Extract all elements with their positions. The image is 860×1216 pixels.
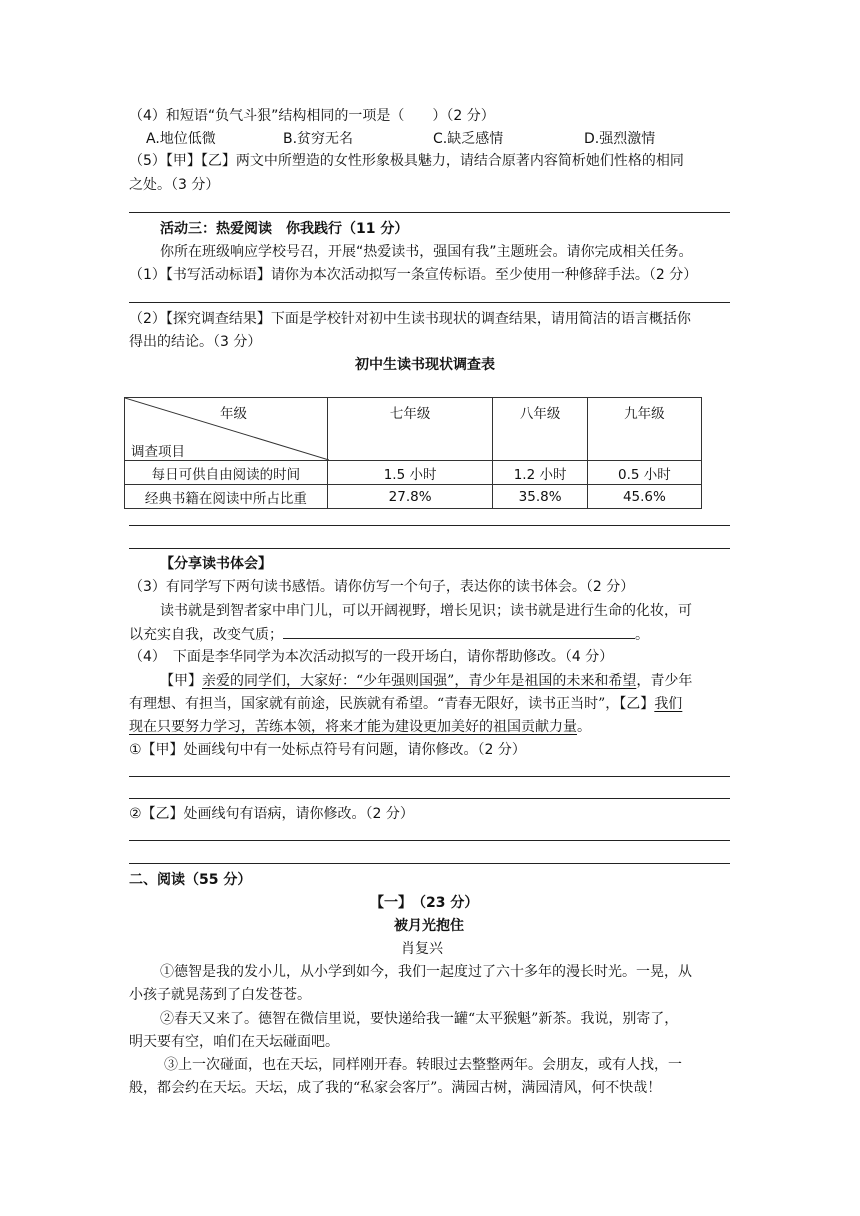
activity3-q1: （1）【书写活动标语】请你为本次活动拟写一条宣传标语。至少使用一种修辞手法。（2 分） — [129, 267, 698, 283]
mark-jia: 【甲】 — [160, 673, 202, 689]
option-b: B.贫穷无名 — [283, 131, 354, 147]
table-cell: 0.5 小时 — [587, 461, 701, 485]
answer-line — [129, 302, 730, 303]
column-header: 八年级 — [493, 398, 587, 461]
row-label: 经典书籍在阅读中所占比重 — [125, 485, 328, 509]
answer-line — [129, 798, 730, 799]
table-corner-header — [125, 398, 328, 461]
answer-line — [129, 840, 730, 841]
answer-line — [129, 525, 730, 526]
option-a: A.地位低微 — [146, 131, 216, 147]
question-4-text: （4）和短语“负气斗狠”结构相同的一项是（ ）（2 分） — [129, 108, 495, 124]
column-header: 七年级 — [327, 398, 493, 461]
row-label: 每日可供自由阅读的时间 — [125, 461, 328, 485]
opening-speech-line2 — [129, 694, 682, 714]
paragraph-3-line1: ③上一次碰面，也在天坛，同样刚开春。转眼过去整整两年。会朋友，或有人找，一 — [164, 1057, 682, 1073]
table-cell: 1.2 小时 — [493, 461, 587, 485]
question-5-line1: （5）【甲】【乙】两文中所塑造的女性形象极具魅力，请结合原著内容简析她们性格的相同 — [129, 153, 684, 169]
table-cell: 45.6% — [587, 485, 701, 509]
paragraph-1-line1: ①德智是我的发小儿，从小学到如今，我们一起度过了六十多年的漫长时光。一晃，从 — [160, 964, 692, 980]
underlined-sentence-yi: 现在只要努力学习，苦练本领，将来才能为建设更加美好的祖国贡献力量 — [129, 719, 577, 735]
table-row — [125, 461, 702, 485]
activity3-intro: 你所在班级响应学校号召，开展“热爱读书，强国有我”主题班会。请你完成相关任务。 — [160, 244, 693, 260]
opening-speech-line3 — [129, 717, 591, 737]
opening-speech-line1 — [160, 671, 692, 691]
paragraph-2-line2: 明天要有空，咱们在天坛碰面吧。 — [129, 1034, 339, 1050]
corner-item-label: 调查项目 — [131, 444, 185, 460]
column-header: 九年级 — [587, 398, 701, 461]
paragraph-2-line1: ②春天又来了。德智在微信里说，要快递给我一罐“太平猴魁”新茶。我说，别寄了， — [160, 1011, 679, 1027]
q3-example-text: 以充实自我，改变气质； — [129, 627, 283, 643]
table-cell: 27.8% — [327, 485, 493, 509]
q3-period: 。 — [635, 627, 649, 643]
share-q4: （4） 下面是李华同学为本次活动拟写的一段开场白，请你帮助修改。（4 分） — [129, 649, 614, 665]
table-row — [125, 485, 702, 509]
speech-text: ，青少年 — [636, 673, 693, 689]
section-heading: 二、阅读（55 分） — [129, 872, 252, 888]
q3-example-line2 — [129, 624, 649, 645]
q3-example-line1: 读书就是到智者家中串门儿，可以开阔视野，增长见识；读书就是进行生命的化妆，可 — [160, 603, 692, 619]
option-c: C.缺乏感情 — [433, 131, 504, 147]
question-5-line2: 之处。（3 分） — [129, 177, 220, 193]
activity3-q2-line2: 得出的结论。（3 分） — [129, 334, 262, 350]
share-heading: 【分享读书体会】 — [160, 556, 272, 572]
article-title: 被月光抱住 — [394, 918, 464, 934]
answer-line — [129, 212, 730, 213]
corner-grade-label: 年级 — [220, 406, 247, 422]
answer-line — [129, 776, 730, 777]
share-q3: （3）有同学写下两句读书感悟。请你仿写一个句子，表达你的读书体会。（2 分） — [129, 579, 635, 595]
answer-line — [129, 548, 730, 549]
underlined-sentence-yi: 我们 — [654, 696, 683, 712]
sub-question-1: ①【甲】处画线句中有一处标点符号有问题，请你修改。（2 分） — [129, 742, 526, 758]
speech-text: 有理想、有担当，国家就有前途，民族就有希望。“青春无限好，读书正当时”，【乙】 — [129, 696, 655, 712]
activity3-q2-line1: （2）【探究调查结果】下面是学校针对初中生读书现状的调查结果，请用简洁的语言概括你 — [129, 311, 691, 327]
activity3-title: 活动三：热爱阅读 你我践行（11 分） — [160, 221, 409, 237]
paragraph-3-line2: 般，都会约在天坛。天坛，成了我的“私家会客厅”。满园古树，满园清风，何不快哉！ — [129, 1080, 662, 1096]
paragraph-1-line2: 小孩子就晃荡到了白发苍苍。 — [129, 987, 311, 1003]
speech-period: 。 — [577, 719, 591, 735]
survey-title: 初中生读书现状调查表 — [355, 357, 495, 373]
sub-question-2: ②【乙】处画线句有语病，请你修改。（2 分） — [129, 806, 414, 822]
table-cell: 35.8% — [493, 485, 587, 509]
fill-in-blank[interactable] — [283, 624, 635, 639]
survey-table — [124, 397, 702, 509]
table-cell: 1.5 小时 — [327, 461, 493, 485]
article-author: 肖复兴 — [401, 941, 443, 957]
part-heading: 【一】 （23 分） — [370, 895, 479, 911]
answer-line — [129, 863, 730, 864]
underlined-sentence-jia: 亲爱的同学们，大家好：“少年强则国强”，青少年是祖国的未来和希望 — [202, 673, 637, 689]
option-d: D.强烈激情 — [584, 131, 656, 147]
